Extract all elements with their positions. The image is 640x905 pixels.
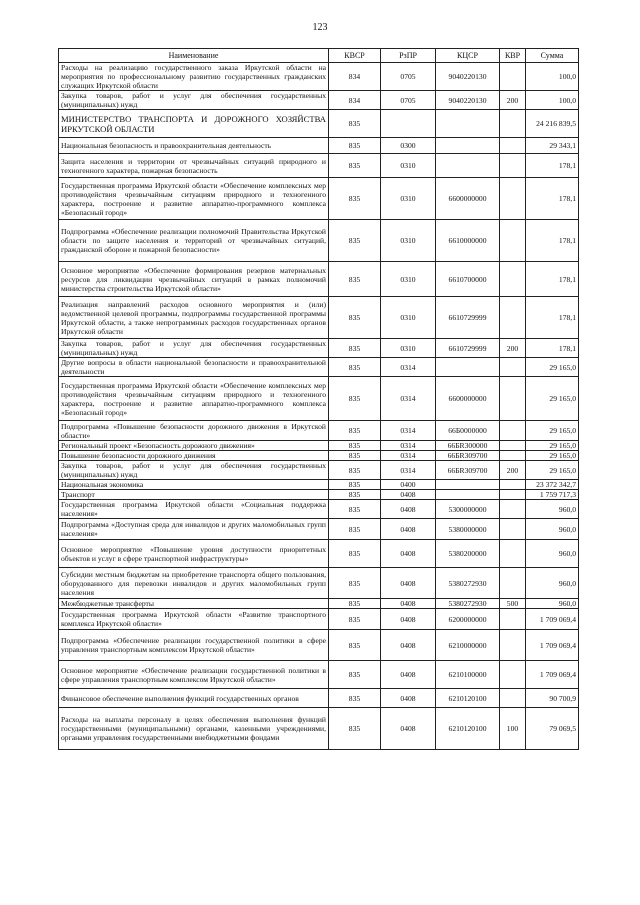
cell-rzpr: 0408 [381,519,436,540]
table-row [59,262,579,297]
cell-sum: 960,0 [526,500,579,519]
cell-kvsr: 835 [329,358,381,377]
cell-kcsr [436,110,500,138]
cell-kvr: 200 [500,91,526,110]
cell-kcsr: 6600000000 [436,178,500,220]
cell-kcsr: 66БR309700 [436,461,500,480]
cell-kcsr: 6610729999 [436,339,500,358]
header-rzpr: РзПР [381,49,436,63]
cell-name: Повышение безопасности дорожного движения [59,451,329,461]
cell-sum: 178,1 [526,262,579,297]
cell-kcsr: 6610700000 [436,262,500,297]
cell-rzpr: 0310 [381,154,436,178]
table-row [59,297,579,339]
cell-name: Подпрограмма «Повышение безопасности дорожного движения в Иркутской области» [59,421,329,441]
budget-table [58,48,579,750]
cell-kcsr: 5380000000 [436,519,500,540]
cell-rzpr: 0400 [381,480,436,490]
cell-kvsr: 835 [329,421,381,441]
cell-kvr [500,500,526,519]
cell-rzpr: 0408 [381,609,436,630]
cell-name: Расходы на реализацию государственного заказа Иркутской области на мероприятия по профессиональному развитию государственных гражданских служащих Иркутской области [59,63,329,91]
table-row [59,599,579,609]
cell-name: Субсидии местным бюджетам на приобретение транспорта общего пользования, оборудованного для перевозки инвалидов и других маломобильных групп населения [59,568,329,599]
cell-name: МИНИСТЕРСТВО ТРАНСПОРТА И ДОРОЖНОГО ХОЗЯЙСТВА ИРКУТСКОЙ ОБЛАСТИ [59,110,329,138]
cell-sum: 29 165,0 [526,441,579,451]
cell-rzpr: 0310 [381,339,436,358]
table-row [59,377,579,421]
cell-kvr [500,568,526,599]
cell-sum: 24 216 839,5 [526,110,579,138]
table-row [59,178,579,220]
cell-sum: 1 709 069,4 [526,630,579,661]
cell-kvsr: 835 [329,599,381,609]
cell-rzpr: 0408 [381,490,436,500]
cell-rzpr: 0314 [381,358,436,377]
table-row [59,110,579,138]
cell-name: Основное мероприятие «Обеспечение формирования резервов материальных ресурсов для ликвидации чрезвычайных ситуаций в рамках полномочий министерства строительства Иркутской области» [59,262,329,297]
cell-kvsr: 835 [329,519,381,540]
cell-sum: 29 165,0 [526,358,579,377]
table-row [59,519,579,540]
table-row [59,540,579,568]
table-row [59,708,579,750]
cell-sum: 100,0 [526,91,579,110]
cell-kcsr [436,138,500,154]
cell-sum: 1 759 717,3 [526,490,579,500]
cell-name: Основное мероприятие «Повышение уровня доступности приоритетных объектов и услуг в сфере транспортной инфраструктуры» [59,540,329,568]
cell-kcsr: 66БR309700 [436,451,500,461]
table-row [59,490,579,500]
cell-kvr [500,451,526,461]
cell-sum: 29 343,1 [526,138,579,154]
cell-kvr: 500 [500,599,526,609]
cell-rzpr: 0705 [381,91,436,110]
cell-kvsr: 835 [329,609,381,630]
cell-kvr: 100 [500,708,526,750]
cell-name: Государственная программа Иркутской области «Социальная поддержка населения» [59,500,329,519]
cell-kcsr: 5380272930 [436,599,500,609]
cell-rzpr: 0310 [381,220,436,262]
cell-kcsr: 5380272930 [436,568,500,599]
cell-name: Основное мероприятие «Обеспечение реализации государственной политики в сфере управления транспортным комплексом Иркутской области» [59,661,329,689]
table-row [59,441,579,451]
table-row [59,500,579,519]
cell-name: Подпрограмма «Доступная среда для инвалидов и других маломобильных групп населения» [59,519,329,540]
cell-rzpr: 0408 [381,661,436,689]
cell-kcsr: 6210120100 [436,708,500,750]
cell-sum: 100,0 [526,63,579,91]
cell-rzpr: 0408 [381,540,436,568]
cell-rzpr [381,110,436,138]
cell-kvsr: 834 [329,63,381,91]
cell-kvr [500,377,526,421]
cell-name: Финансовое обеспечение выполнения функций государственных органов [59,689,329,708]
cell-kcsr [436,490,500,500]
cell-name: Транспорт [59,490,329,500]
cell-kvr [500,540,526,568]
cell-sum: 29 165,0 [526,421,579,441]
cell-kvsr: 835 [329,451,381,461]
cell-rzpr: 0310 [381,297,436,339]
cell-sum: 1 709 069,4 [526,661,579,689]
cell-name: Закупка товаров, работ и услуг для обеспечения государственных (муниципальных) нужд [59,339,329,358]
table-row [59,91,579,110]
cell-kvr [500,689,526,708]
header-kvsr: КВСР [329,49,381,63]
cell-sum: 960,0 [526,519,579,540]
cell-name: Защита населения и территории от чрезвычайных ситуаций природного и техногенного характера, пожарная безопасность [59,154,329,178]
cell-kvr [500,630,526,661]
cell-kvsr: 835 [329,178,381,220]
cell-kvr [500,178,526,220]
cell-kcsr: 6610729999 [436,297,500,339]
cell-rzpr: 0705 [381,63,436,91]
cell-name: Национальная безопасность и правоохранительная деятельность [59,138,329,154]
cell-kcsr: 66БR300000 [436,441,500,451]
cell-sum: 79 069,5 [526,708,579,750]
cell-kvr [500,358,526,377]
cell-kvsr: 835 [329,461,381,480]
page-number: 123 [312,22,328,33]
cell-sum: 1 709 069,4 [526,609,579,630]
cell-kcsr: 6600000000 [436,377,500,421]
cell-rzpr: 0314 [381,451,436,461]
cell-kvsr: 835 [329,220,381,262]
cell-rzpr: 0408 [381,599,436,609]
cell-kvsr: 835 [329,339,381,358]
cell-sum: 960,0 [526,599,579,609]
cell-rzpr: 0314 [381,441,436,451]
cell-name: Расходы на выплаты персоналу в целях обеспечения выполнения функций государственными (муниципальными) органами, казенными учреждениями, органами управления государственными внебюджетными фондами [59,708,329,750]
table-row [59,63,579,91]
cell-sum: 90 700,9 [526,689,579,708]
cell-kcsr: 6610000000 [436,220,500,262]
cell-kvsr: 835 [329,630,381,661]
cell-kcsr: 5380200000 [436,540,500,568]
cell-sum: 29 165,0 [526,451,579,461]
cell-name: Государственная программа Иркутской области «Обеспечение комплексных мер противодействия чрезвычайным ситуациям природного и техногенного характера, построение и развитие аппаратно-программного комплекса «Безопасный город» [59,377,329,421]
cell-rzpr: 0310 [381,178,436,220]
cell-kvr [500,480,526,490]
cell-kvr [500,609,526,630]
cell-kcsr: 6200000000 [436,609,500,630]
cell-name: Другие вопросы в области национальной безопасности и правоохранительной деятельности [59,358,329,377]
cell-kcsr [436,154,500,178]
cell-kvsr: 835 [329,568,381,599]
table-row [59,358,579,377]
cell-kcsr: 9040220130 [436,63,500,91]
cell-kvr [500,519,526,540]
table-row [59,339,579,358]
cell-kvr [500,110,526,138]
cell-kvr [500,490,526,500]
table-row [59,138,579,154]
cell-kvsr: 835 [329,480,381,490]
cell-rzpr: 0408 [381,689,436,708]
header-kcsr: КЦСР [436,49,500,63]
cell-name: Государственная программа Иркутской области «Обеспечение комплексных мер противодействия чрезвычайным ситуациям природного и техногенного характера, построение и развитие аппаратно-программного комплекса «Безопасный город» [59,178,329,220]
cell-name: Подпрограмма «Обеспечение реализации полномочий Правительства Иркутской области по защите населения и территорий от чрезвычайных ситуаций, гражданской обороне и пожарной безопасности» [59,220,329,262]
cell-kcsr: 6210000000 [436,630,500,661]
cell-rzpr: 0408 [381,630,436,661]
cell-sum: 178,1 [526,178,579,220]
cell-kvsr: 835 [329,138,381,154]
cell-rzpr: 0408 [381,568,436,599]
cell-name: Закупка товаров, работ и услуг для обеспечения государственных (муниципальных) нужд [59,461,329,480]
cell-kvr [500,421,526,441]
cell-sum: 23 372 342,7 [526,480,579,490]
cell-name: Реализация направлений расходов основного мероприятия и (или) ведомственной целевой программы, подпрограммы государственной программы Иркутской области, а также непрограммных расходов государственных органов Иркутской области [59,297,329,339]
cell-kvsr: 835 [329,441,381,451]
cell-kvsr: 834 [329,91,381,110]
cell-name: Закупка товаров, работ и услуг для обеспечения государственных (муниципальных) нужд [59,91,329,110]
cell-kvsr: 835 [329,500,381,519]
cell-sum: 960,0 [526,540,579,568]
cell-sum: 29 165,0 [526,461,579,480]
header-sum: Сумма [526,49,579,63]
cell-kvsr: 835 [329,297,381,339]
cell-kvr [500,661,526,689]
table-row [59,609,579,630]
cell-name: Государственная программа Иркутской области «Развитие транспортного комплекса Иркутской области» [59,609,329,630]
cell-rzpr: 0314 [381,421,436,441]
cell-kvsr: 835 [329,490,381,500]
header-kvr: КВР [500,49,526,63]
table-row [59,661,579,689]
cell-rzpr: 0408 [381,500,436,519]
table-header-row [59,49,579,63]
cell-kvr [500,262,526,297]
cell-kvr [500,138,526,154]
cell-kvsr: 835 [329,661,381,689]
cell-kvsr: 835 [329,708,381,750]
cell-name: Подпрограмма «Обеспечение реализации государственной политики в сфере управления транспортным комплексом Иркутской области» [59,630,329,661]
cell-sum: 178,1 [526,297,579,339]
cell-kvsr: 835 [329,262,381,297]
cell-kvr: 200 [500,461,526,480]
cell-kcsr [436,480,500,490]
cell-kvsr: 835 [329,154,381,178]
table-row [59,154,579,178]
cell-kvsr: 835 [329,689,381,708]
cell-kvsr: 835 [329,377,381,421]
cell-kcsr: 5300000000 [436,500,500,519]
table-row [59,451,579,461]
cell-kvr [500,220,526,262]
cell-kvr [500,63,526,91]
cell-kcsr: 66Б0000000 [436,421,500,441]
table-row [59,220,579,262]
cell-name: Национальная экономика [59,480,329,490]
cell-kvr [500,441,526,451]
cell-name: Межбюджетные трансферты [59,599,329,609]
cell-sum: 178,1 [526,220,579,262]
cell-sum: 29 165,0 [526,377,579,421]
cell-kvr [500,154,526,178]
cell-name: Региональный проект «Безопасность дорожного движения» [59,441,329,451]
cell-sum: 178,1 [526,339,579,358]
table-row [59,689,579,708]
cell-rzpr: 0310 [381,262,436,297]
cell-kcsr [436,358,500,377]
cell-rzpr: 0408 [381,708,436,750]
table-row [59,461,579,480]
cell-rzpr: 0314 [381,377,436,421]
table-row [59,480,579,490]
table-row [59,630,579,661]
cell-kcsr: 9040220130 [436,91,500,110]
cell-sum: 178,1 [526,154,579,178]
header-name: Наименование [59,49,329,63]
cell-kvsr: 835 [329,110,381,138]
cell-rzpr: 0300 [381,138,436,154]
cell-kcsr: 6210120100 [436,689,500,708]
cell-kcsr: 6210100000 [436,661,500,689]
table-row [59,421,579,441]
cell-rzpr: 0314 [381,461,436,480]
table-row [59,568,579,599]
cell-kvr [500,297,526,339]
cell-kvsr: 835 [329,540,381,568]
cell-kvr: 200 [500,339,526,358]
cell-sum: 960,0 [526,568,579,599]
